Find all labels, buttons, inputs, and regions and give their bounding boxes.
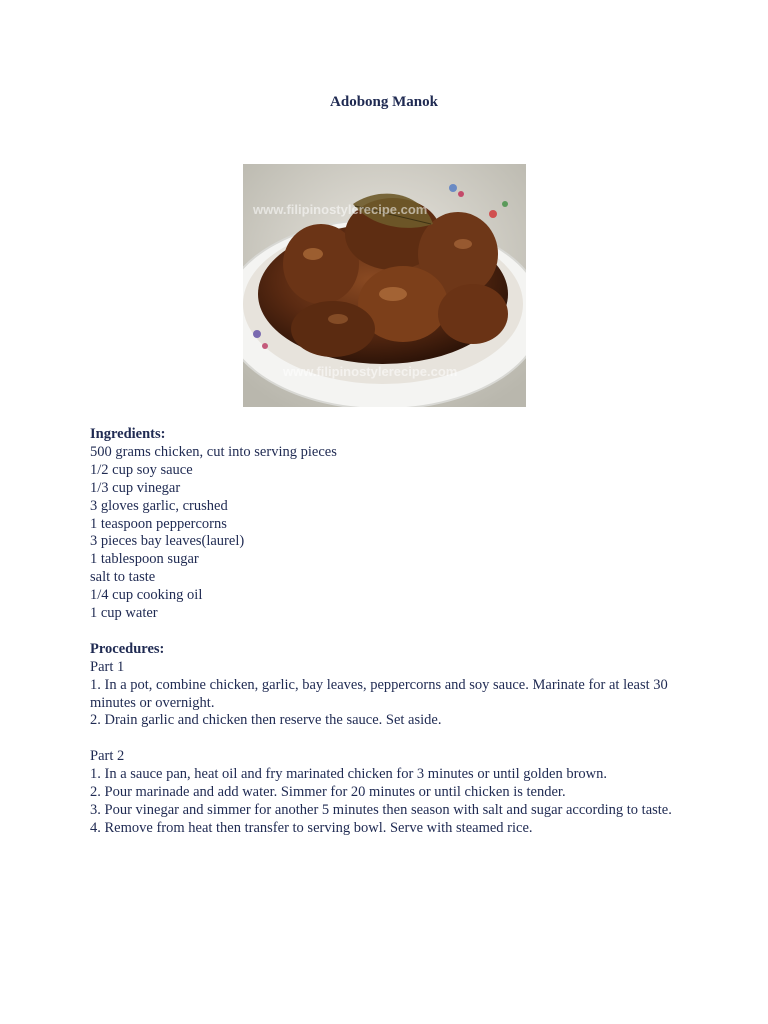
watermark-top: www.filipinostylerecipe.com [253, 202, 428, 217]
procedure-step: 4. Remove from heat then transfer to serving bowl. Serve with steamed rice. [90, 819, 533, 836]
procedure-step: 2. Pour marinade and add water. Simmer for 20 minutes or until chicken is tender. [90, 784, 566, 801]
ingredient-item: 3 gloves garlic, crushed [90, 497, 228, 514]
document-title: Adobong Manok [330, 94, 438, 110]
ingredient-item: 1/4 cup cooking oil [90, 587, 203, 604]
ingredient-item: 1 cup water [90, 605, 158, 622]
adobo-dish-illustration [243, 164, 526, 407]
watermark-bottom: www.filipinostylerecipe.com [283, 364, 458, 379]
recipe-body [90, 426, 690, 838]
procedure-step: 3. Pour vinegar and simmer for another 5 minutes then season with salt and sugar according to taste. [90, 802, 672, 818]
ingredient-item: salt to taste [90, 569, 156, 586]
ingredient-item: 500 grams chicken, cut into serving pieces [90, 443, 337, 460]
procedure-step: 1. In a pot, combine chicken, garlic, bay leaves, peppercorns and soy sauce. Marinate for at least 30 minutes or overnight. [90, 676, 668, 711]
part-1-label: Part 1 [90, 658, 125, 675]
ingredient-item: 3 pieces bay leaves(laurel) [90, 533, 245, 550]
ingredients-heading: Ingredients: [90, 426, 166, 442]
procedures-heading: Procedures: [90, 640, 165, 657]
ingredient-item: 1 teaspoon peppercorns [90, 515, 227, 532]
part-2-label: Part 2 [90, 748, 125, 765]
procedure-step: 2. Drain garlic and chicken then reserve the sauce. Set aside. [90, 712, 442, 729]
procedure-step: 1. In a sauce pan, heat oil and fry marinated chicken for 3 minutes or until golden brown. [90, 766, 608, 783]
ingredient-item: 1/3 cup vinegar [90, 479, 181, 496]
dish-photo [243, 164, 526, 407]
ingredient-item: 1 tablespoon sugar [90, 551, 199, 568]
ingredient-item: 1/2 cup soy sauce [90, 461, 193, 478]
